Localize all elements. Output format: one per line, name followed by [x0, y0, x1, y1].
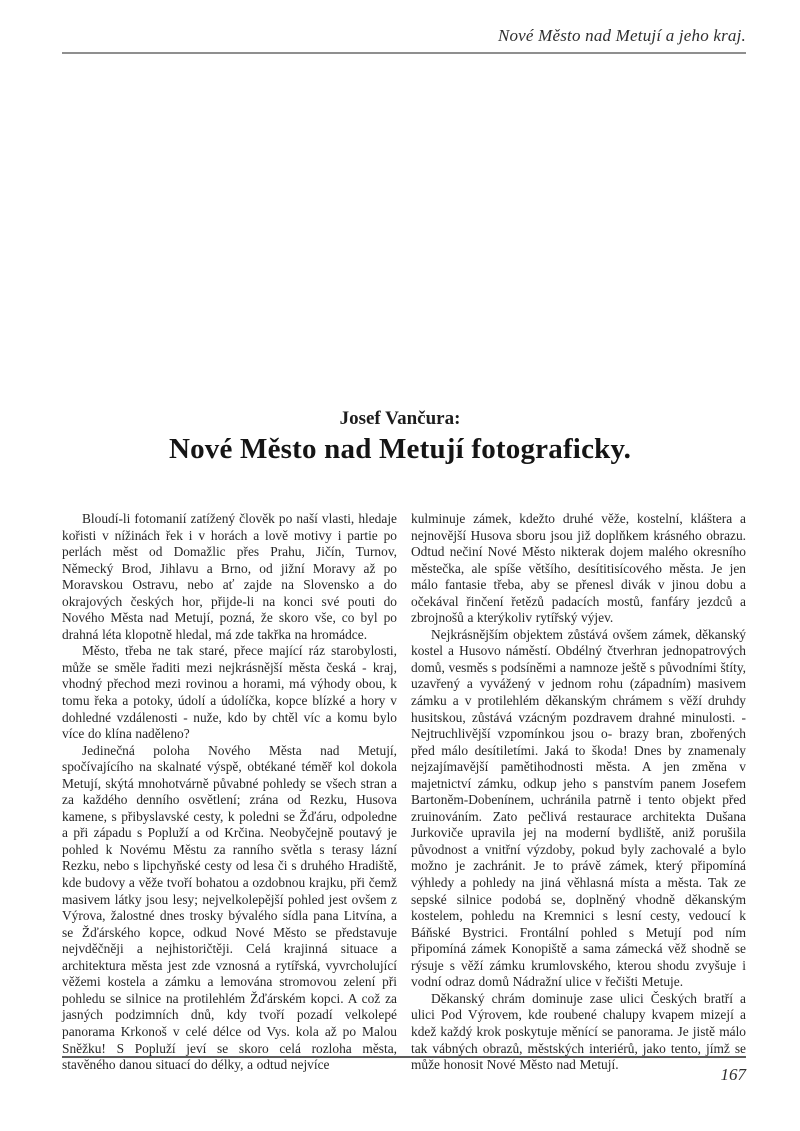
body-columns — [62, 511, 746, 1074]
page-footer — [62, 1056, 746, 1085]
running-title: Nové Město nad Metují a jeho kraj. — [62, 26, 746, 54]
right-column — [411, 511, 746, 1074]
article-title-block — [0, 408, 800, 466]
paragraph-4: Nejkrásnějším objektem zůstává ovšem zámek, děkanský kostel a Husovo náměstí. Obdélný čtverhran jednopatrových domů, vesměs s podsíněmi a namnoze ještě s původními štíty, uzavřený a vyvážený v jednom rohu (západním) masivem zámku a v protilehlém děkanským chrámem s věží druhdy husitskou, zůstává vzácným pozdravem drahné minulosti. - Nejtruchlivější vzpomínkou jsou o- brazy bran, zbořených před málo desítiletími. Jaká to škoda! Dnes by znamenaly nejzajímavější pamětihodnosti města. A jen změna v majetnictví zámku, odkup jeho s panstvím panem Josefem Bartoněm-Dobenínem, uchránila patrně i tento objekt před zruinováním. Zato pečlivá restaurace architekta Dušana Jurkoviče upravila jej na moderní bydliště, aniž porušila původnost a vnitřní výzdoby, pokud byly zachovalé a bylo možno je zachránit. Je to právě zámek, který připomíná výhledy a pohledy na jiná věhlasná místa a města. Tak ze sepské silnice podobá se, doplněný vhodně děkanským kostelem, pohledu na Kremnici s lesní cesty, vedoucí k Báňské Bystrici. Frontální pohled s Metují pod ním připomíná zámek Konopiště a sama zámecká věž shodně se rýsuje s věží zámku krumlovského, kterou shodu zvyšuje i vodní odraz domů Nádražní ulice v řečišti Metuje. — [411, 626, 746, 990]
paragraph-5: Děkanský chrám dominuje zase ulici Českých bratří a ulici Pod Výrovem, kde roubené chalupy kvapem mizejí a kdež každý krok poskytuje měnící se panorama. Je jistě málo tak vábných obrazů, městských interiérů, jako tento, jímž se může honosit Nové Město nad Metují. — [411, 990, 746, 1073]
paragraph-3: Jedinečná poloha Nového Města nad Metují, spočívajícího na skalnaté výspě, obtékané téměř kol dokola Metují, skýtá mnohotvárně půvabné pohledy se všech stran a za každého denního osvětlení; zrána od Rezku, Husova kamene, s přibyslavské cesty, k poledni se Žďáru, odpoledne a při západu s Popluží a od Krčina. Neobyčejně poutavý je pohled k Novému Městu za ranního světla s terasy lázní Rezku, nebo s lipchyňské cesty od lesa či s druhého Hradiště, kde budovy a věže tvoří bohatou a ozdobnou krajku, při čemž masivem látky jsou lesy; nejvelkolepější pohled jest ovšem z Výrova, žalostné dnes trosky bývalého sídla pana Litvína, a se Žďárského kopce, odkud Nové Město se představuje nejvděčněji a nejhistoričtěji. Celá krajinná situace a architektura města jest zde vznosná a rytířská, vyvrcholující věžemi kostela a zámku a lemována stromovou zelení při pohledu se silnice na protilehlém Žďárském kopci. A což za jasných podzimních dnů, kdy tvoří pozadí velkolepé panorama Krkonoš v celé délce od Vys. kola až po Malou Sněžku! S Popluží jeví se skoro celá rozloha města, stavěného danou situací do délky, a odtud nejvíce — [62, 742, 397, 1073]
article-title: Nové Město nad Metují fotograficky. — [168, 433, 632, 465]
paragraph-3-continued: kulminuje zámek, kdežto druhé věže, kostelní, kláštera a nejnovější Husova sboru jsou již doplňkem krásného obrazu. Odtud nečiní Nové Město nikterak dojem malého okresního městečka, ale spíše většího, desítitisícového města. Je jen málo fantasie třeba, aby se přenesl divák v jinou dobu a očekával řinčení řetězů padacích mostů, fanfáry jezdců a zbrojnošů a kterýkoliv rytířský výjev. — [411, 511, 746, 626]
page-header — [62, 26, 746, 54]
article-author: Josef Vančura: — [339, 408, 461, 429]
paragraph-2: Město, třeba ne tak staré, přece mající ráz starobylosti, může se směle řaditi mezi nejkrásnější města česká - kraj, vhodný přechod mezi rovinou a horami, má výhody obou, k tomu řeka a potoky, údolí a údolíčka, kopce blízké a hory v dohledné vzdálenosti - nuže, kdo by chtěl víc a komu bylo více do klína naděleno? — [62, 643, 397, 742]
left-column — [62, 511, 397, 1074]
paragraph-1: Bloudí-li fotomanií zatížený člověk po naší vlasti, hledaje kořisti v nížinách řek i v horách a lově motivy i partie po perlách měst od Domažlic přes Prahu, Jičín, Turnov, Německý Brod, Jihlavu a Brno, od jižní Moravy až po Moravskou Ostravu, nebo ať zajde na Slovensko a do okrajových českých hor, přijde-li na konci své pouti do Nového Města nad Metují, pozná, že skoro vše, co byl po drahná léta klopotně hledal, má zde takřka na hromádce. — [62, 511, 397, 642]
page-number: 167 — [720, 1065, 746, 1084]
